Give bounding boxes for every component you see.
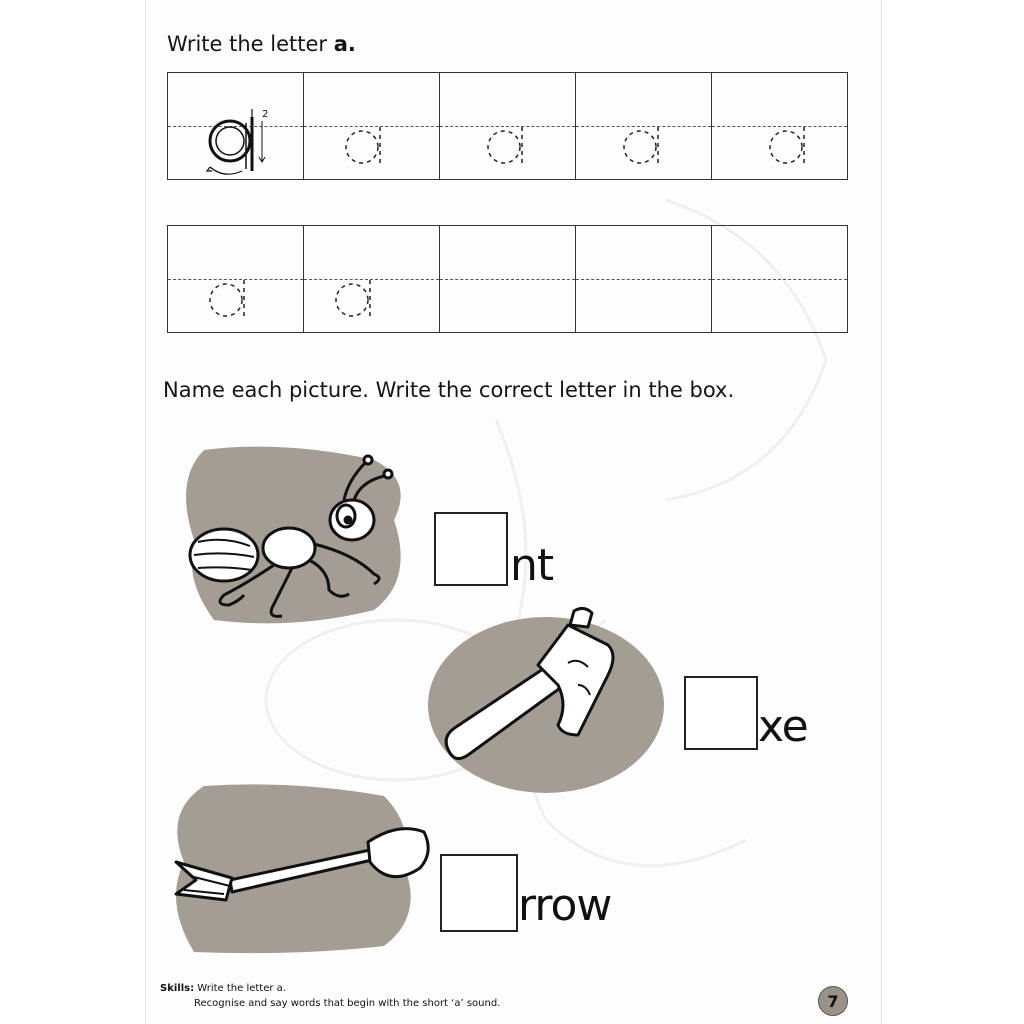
arrow-item bbox=[170, 780, 430, 964]
page-number: 7 bbox=[818, 986, 848, 1016]
word-ending-ant: nt bbox=[510, 540, 554, 591]
tracing-cell-empty[interactable] bbox=[712, 226, 847, 332]
midline-dash bbox=[576, 279, 711, 280]
answer-box-ant[interactable] bbox=[434, 512, 508, 586]
arrow-icon bbox=[170, 780, 430, 960]
midline-dash bbox=[712, 279, 847, 280]
word-ending-arrow: rrow bbox=[518, 880, 612, 931]
tracing-row-2 bbox=[167, 225, 848, 333]
tracing-cell-empty[interactable] bbox=[576, 226, 712, 332]
dotted-letter-a bbox=[206, 270, 258, 324]
model-letter-cell bbox=[168, 73, 304, 179]
skills-line-1: Write the letter a. bbox=[197, 983, 286, 994]
name-picture-instruction: Name each picture. Write the correct letter in the box. bbox=[163, 378, 735, 402]
ant-icon bbox=[184, 440, 414, 625]
dotted-letter-a bbox=[620, 117, 672, 171]
ant-item bbox=[184, 440, 414, 629]
worksheet-page bbox=[145, 0, 882, 1024]
midline-dash bbox=[440, 279, 575, 280]
write-letter-instruction: Write the letter bbox=[167, 32, 328, 56]
axe-item bbox=[428, 605, 668, 799]
tracing-cell[interactable] bbox=[304, 226, 440, 332]
tracing-cell-empty[interactable] bbox=[440, 226, 576, 332]
dotted-letter-a bbox=[332, 270, 384, 324]
tracing-cell[interactable] bbox=[440, 73, 576, 179]
answer-box-axe[interactable] bbox=[684, 676, 758, 750]
target-letter: a. bbox=[333, 32, 356, 56]
word-ending-axe: xe bbox=[758, 701, 808, 752]
model-letter-a bbox=[200, 91, 290, 177]
write-letter-heading bbox=[167, 32, 356, 56]
axe-icon bbox=[428, 605, 668, 795]
tracing-row-1 bbox=[167, 72, 848, 180]
tracing-cell[interactable] bbox=[168, 226, 304, 332]
tracing-cell[interactable] bbox=[712, 73, 847, 179]
tracing-cell[interactable] bbox=[576, 73, 712, 179]
dotted-letter-a bbox=[484, 117, 536, 171]
tracing-cell[interactable] bbox=[304, 73, 440, 179]
dotted-letter-a bbox=[342, 117, 394, 171]
stroke-number-label: 2 bbox=[262, 109, 269, 120]
skills-label: Skills: bbox=[160, 983, 195, 994]
skills-line-2: Recognise and say words that begin with the short ‘a’ sound. bbox=[194, 998, 501, 1009]
dotted-letter-a bbox=[766, 117, 818, 171]
answer-box-arrow[interactable] bbox=[440, 854, 518, 932]
skills-note bbox=[160, 981, 500, 1011]
